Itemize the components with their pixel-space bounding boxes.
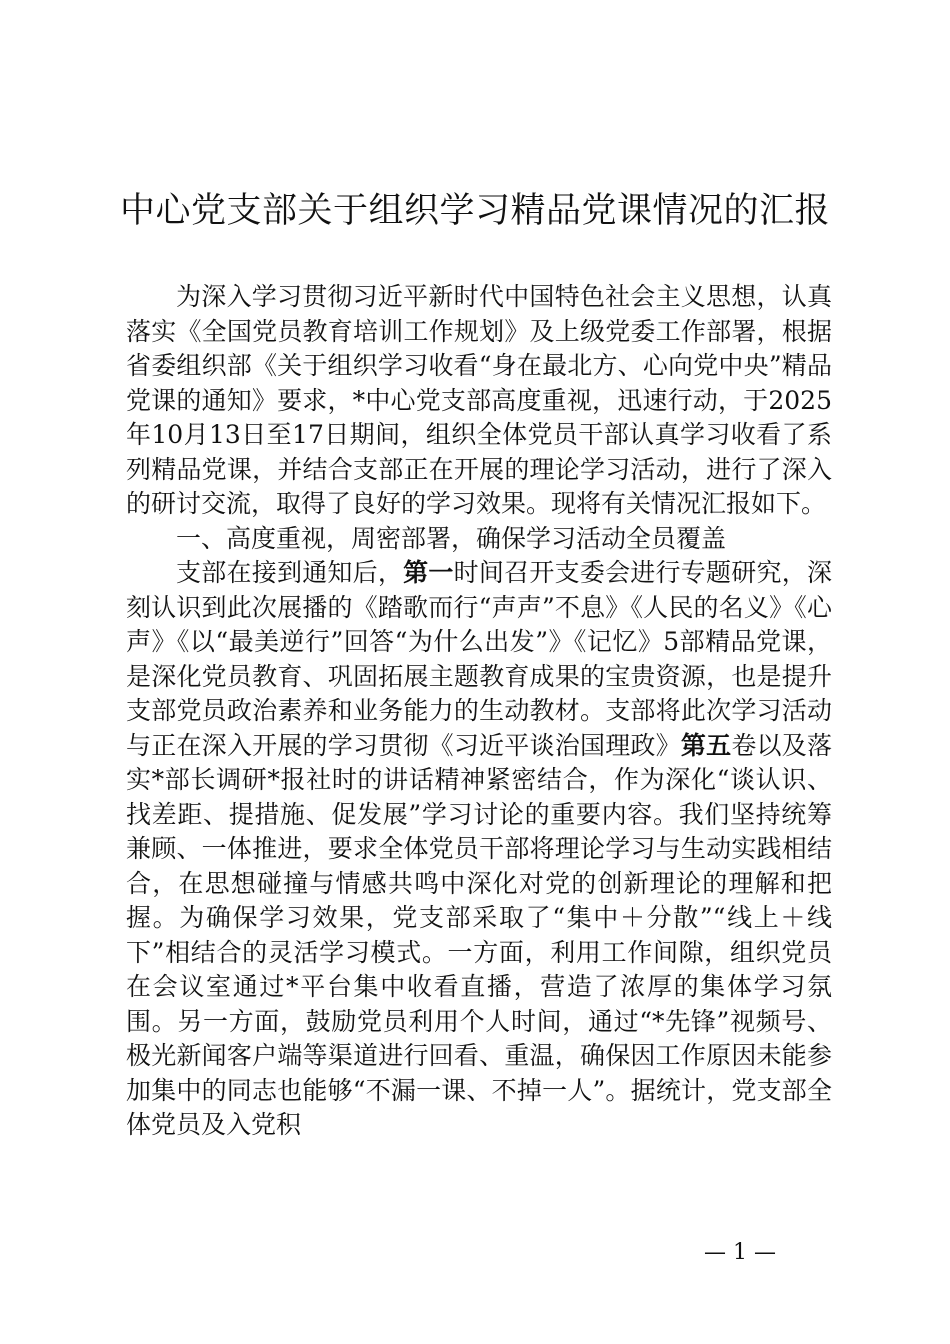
page-title: 中心党支部关于组织学习精品党课情况的汇报 [119, 191, 830, 231]
paragraph-text-part-2: 时间召开支委会进行专题研究，深刻认识到此次展播的《踏歌而行“声声”不息》《人民的名义》《心声》《以“最美逆行”回答“为什么出发”》《记忆》5部精品党课，是深化党员教育、巩固拓展主题教育成果的宝贵资源，也是提升支部党员政治素养和业务能力的生动教材。支部将此次学习活动与正在深入开展的学习贯彻《习近平谈治国理政》 [126, 558, 832, 760]
section-heading-1: 一、高度重视，周密部署，确保学习活动全员覆盖 [176, 523, 727, 553]
page-number: — 1 — [704, 1240, 776, 1265]
paragraph-section-1 [126, 556, 832, 1143]
paragraph-text-part-3: 卷以及落实*部长调研*报社时的讲话精神紧密结合，作为深化“谈认识、找差距、提措施、促发展”学习讨论的重要内容。我们坚持统筹兼顾、一体推进，要求全体党员干部将理论学习与生动实践相结合，在思想碰撞与情感共鸣中深化对党的创新理论的理解和把握。为确保学习效果，党支部采取了“集中＋分散”“线上＋线下”相结合的灵活学习模式。一方面，利用工作间隙，组织党员在会议室通过*平台集中收看直播，营造了浓厚的集体学习氛围。另一方面，鼓励党员利用个人时间，通过“*先锋”视频号、极光新闻客户端等渠道进行回看、重温，确保因工作原因未能参加集中的同志也能够“不漏一课、不掉一人”。据统计，党支部全体党员及入党积 [126, 730, 832, 1139]
bold-text-fifth: 第五 [680, 730, 732, 760]
paragraph-text-part-1: 支部在接到通知后， [176, 558, 404, 587]
document-body [126, 280, 832, 1143]
paragraph-intro: 为深入学习贯彻习近平新时代中国特色社会主义思想，认真落实《全国党员教育培训工作规划》及上级党委工作部署，根据省委组织部《关于组织学习收看“身在最北方、心向党中央”精品党课的通知》要求，*中心党支部高度重视，迅速行动，于2025年10月13日至17日期间，组织全体党员干部认真学习收看了系列精品党课，并结合支部正在开展的理论学习活动，进行了深入的研讨交流，取得了良好的学习效果。现将有关情况汇报如下。 [126, 282, 832, 518]
bold-text-first: 第一 [403, 558, 454, 587]
